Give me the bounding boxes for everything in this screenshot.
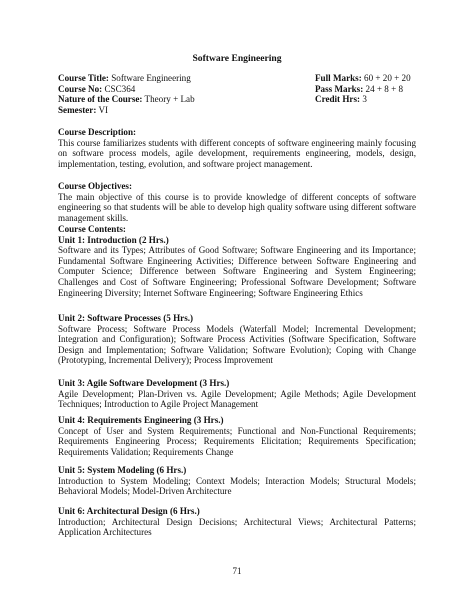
unit-6-section xyxy=(58,506,416,538)
unit-6-heading: Unit 6: Architectural Design (6 Hrs.) xyxy=(58,506,200,516)
semester-label: Semester: xyxy=(58,104,97,115)
full-marks-label: Full Marks: xyxy=(315,73,362,83)
course-title-label: Course Title: xyxy=(58,73,109,83)
course-contents-heading: Course Contents: xyxy=(58,224,126,234)
unit-4-text: Concept of User and System Requirements; Functional and Non-Functional Requirements; Requirements Engineering Process; Requirements Elicitation; Requirements Specification; Requirements Validation; Requirements Change xyxy=(58,425,416,457)
course-objectives-heading: Course Objectives: xyxy=(58,181,132,191)
credit-hours-row xyxy=(315,94,411,105)
pass-marks-row xyxy=(315,84,411,95)
course-description-text: This course familiarizes students with different concepts of software engineering mainly focusing on software process models, agile development, requirements engineering, models, design, implementation, testing, evolution, and software project management. xyxy=(58,137,416,169)
unit-5-text: Introduction to System Modeling; Context Models; Interaction Models; Structural Models; Behavioral Models; Model-Driven Architecture xyxy=(58,475,416,497)
course-meta-right xyxy=(315,73,411,105)
unit-3-heading: Unit 3: Agile Software Development (3 Hrs.) xyxy=(58,378,230,388)
document-title: Software Engineering xyxy=(192,53,282,64)
course-title-row xyxy=(58,73,195,84)
course-objectives-section xyxy=(58,181,416,223)
unit-6-text: Introduction; Architectural Design Decisions; Architectural Views; Architectural Patterns; Application Architectures xyxy=(58,516,416,538)
unit-1-heading: Unit 1: Introduction (2 Hrs.) xyxy=(58,234,169,245)
unit-3-text: Agile Development; Plan-Driven vs. Agile Development; Agile Methods; Agile Development Techniques; Introduction to Agile Project Management xyxy=(58,388,416,410)
nature-label: Nature of the Course: xyxy=(58,94,143,105)
course-no-row xyxy=(58,84,195,95)
nature-value: Theory + Lab xyxy=(144,94,195,105)
course-description-heading: Course Description: xyxy=(58,127,137,137)
unit-4-heading: Unit 4: Requirements Engineering (3 Hrs.) xyxy=(58,415,224,425)
pass-marks-value: 24 + 8 + 8 xyxy=(365,83,404,94)
course-contents-section xyxy=(58,224,416,298)
course-no-value: CSC364 xyxy=(104,83,136,94)
semester-row xyxy=(58,105,195,116)
credit-hours-value: 3 xyxy=(362,94,367,105)
page-number: 71 xyxy=(232,566,242,576)
semester-value: VI xyxy=(98,104,109,115)
credit-hours-label: Credit Hrs: xyxy=(315,94,361,105)
unit-5-heading: Unit 5: System Modeling (6 Hrs.) xyxy=(58,465,187,475)
nature-row xyxy=(58,94,195,105)
unit-5-section xyxy=(58,465,416,497)
unit-1-text: Software and its Types; Attributes of Good Software; Software Engineering and its Importance; Fundamental Software Engineering Activities; Difference between Software Engineering and Computer Science; Difference between Software Engineering and System Engineering; Challenges and Cost of Software Engineering; Professional Software Development; Software Engineering Diversity; Internet Software Engineering; Software Engineering Ethics xyxy=(58,245,416,298)
unit-3-section xyxy=(58,378,416,410)
course-objectives-text: The main objective of this course is to provide knowledge of different concepts of software engineering so that students will be able to develop high quality software using different software management skills. xyxy=(58,191,416,223)
full-marks-row xyxy=(315,73,411,84)
course-no-label: Course No: xyxy=(58,83,103,94)
course-description-section xyxy=(58,127,416,169)
course-meta-left xyxy=(58,73,195,115)
unit-2-heading: Unit 2: Software Processes (5 Hrs.) xyxy=(58,313,194,323)
unit-2-section xyxy=(58,313,416,366)
pass-marks-label: Pass Marks: xyxy=(315,83,364,94)
unit-4-section xyxy=(58,415,416,457)
unit-2-text: Software Process; Software Process Models (Waterfall Model; Incremental Development; Integration and Configuration); Software Process Activities (Software Specification, Software Design and Implementation; Software Validation; Software Evolution); Coping with Change (Prototyping, Incremental Delivery); Process Improvement xyxy=(58,323,416,366)
full-marks-value: 60 + 20 + 20 xyxy=(364,73,411,83)
course-title-value: Software Engineering xyxy=(111,73,191,83)
